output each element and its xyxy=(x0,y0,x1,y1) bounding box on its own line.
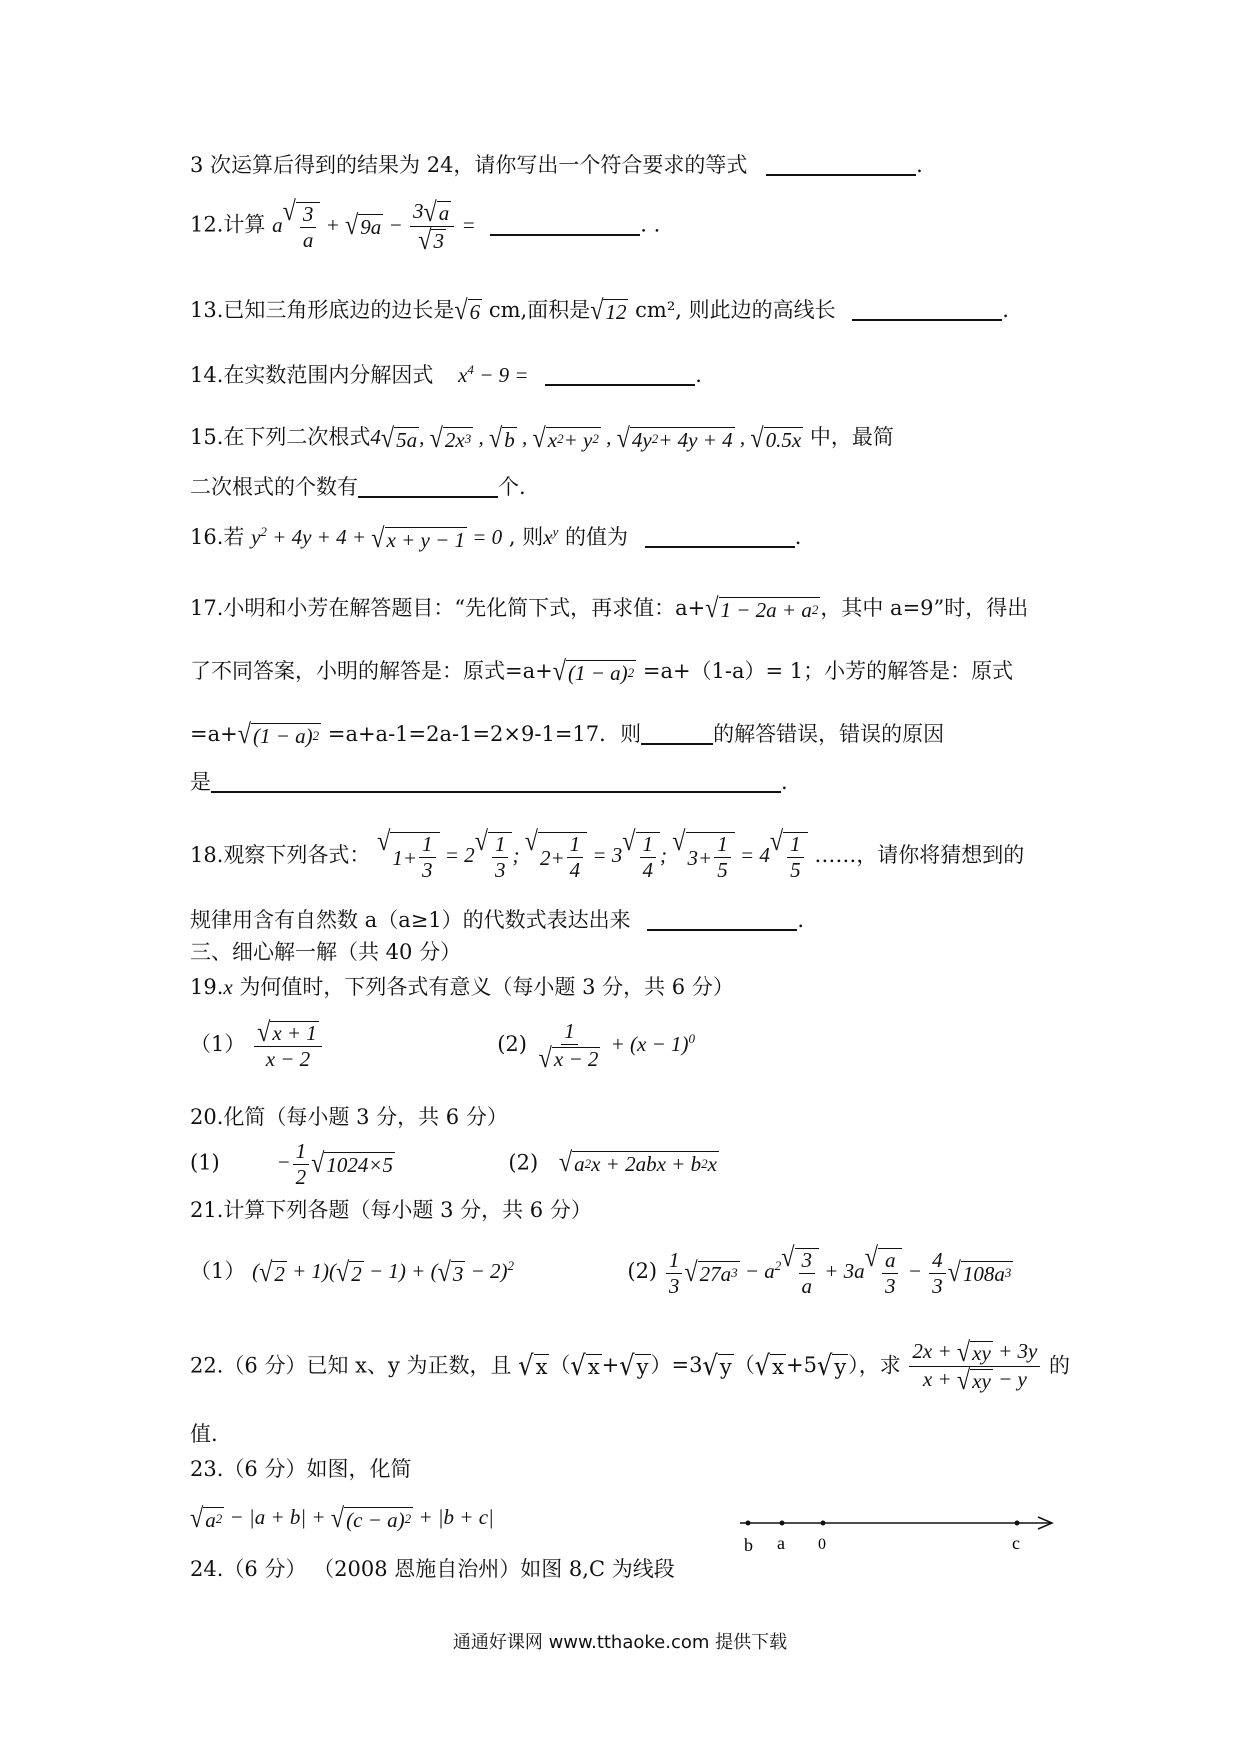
answer-blank xyxy=(490,213,640,236)
point-c xyxy=(1015,1521,1020,1526)
q23-line: 23.（6 分）如图，化简 xyxy=(190,1457,412,1481)
point-a xyxy=(780,1521,785,1526)
q16-line: 16.若 $y^2 + 4y + 4$ + √ x + y − 1 = 0 , 则$x^y$ 的值为 . xyxy=(190,522,802,554)
q17-line3: =a+ √ (1 − a) 2 =a+a-1=2a-1=2×9-1=17．则 的解答错误，错误的原因 xyxy=(190,718,945,750)
q11-line: 3 次运算后得到的结果为 24，请你写出一个符合要求的等式 . xyxy=(190,153,923,177)
q17-line1: 17.小明和小芳在解答题目：“先化简下式，再求值：a+ √ 1 − 2a + a 2 ，其中 a=9”时，得出 xyxy=(190,592,1029,624)
answer-blank xyxy=(211,770,781,793)
q18-line1: 18.观察下列各式： √ 1+ $\frac{1}{3}$ = 2 √ $\frac{1}{3}$ ; √ 2+ $\frac{1}{4}$ = 3 √ $\frac{1}{4}$ ; √ 3+ $\frac{1}{5}$ = 4 √ $\frac{1}{5}$ ……，请你将猜想到的 xyxy=(190,825,1025,883)
q21-parts: （1） ( √ 2 + 1)( √ 2 − 1) + ( √ 3 − 2)$^2$ (2) $\frac{1}{3}$ √ 27a 3 − $a^2$ √ $\frac{3}{a}$ + 3a √ $\frac{a}{3}$ − $\frac{4}{3}$ √ 108a 3 xyxy=(190,1241,1012,1299)
number-line xyxy=(720,1505,1070,1565)
q19-line: 19.x 为何值时，下列各式有意义（每小题 3 分，共 6 分） xyxy=(190,975,734,999)
q23-expression: √ a 2 − |a + b| + √ (c − a) 2 + |b + c| xyxy=(190,1502,494,1534)
label-a: a xyxy=(777,1533,785,1553)
math-expression: a √ $\frac{3}{a}$ + √ 9a − 3 √ a √ 3 = xyxy=(272,195,476,257)
answer-blank xyxy=(852,298,1002,321)
section-heading: 三、细心解一解（共 40 分） xyxy=(190,940,462,964)
q21-line: 21.计算下列各题（每小题 3 分，共 6 分） xyxy=(190,1198,592,1222)
label-b: b xyxy=(744,1535,753,1555)
answer-blank xyxy=(766,153,916,176)
q24-line: 24.（6 分） （2008 恩施自治州）如图 8,C 为线段 xyxy=(190,1557,675,1581)
label-c: c xyxy=(1012,1533,1020,1553)
q18-line2: 规律用含有自然数 a（a≥1）的代数式表达出来 . xyxy=(190,908,805,932)
page-footer: 通通好课网 www.tthaoke.com 提供下载 xyxy=(452,1632,788,1653)
answer-blank xyxy=(647,908,797,931)
q15-line2: 二次根式的个数有 个. xyxy=(190,475,526,499)
point-b xyxy=(746,1521,751,1526)
q17-line4: 是 . xyxy=(190,770,788,794)
answer-blank xyxy=(645,525,795,548)
q22-line2: 值. xyxy=(190,1422,218,1446)
q19-parts: （1） √ x + 1 x − 2 (2) 1 √ x − 2 + $(x - 1)^0$ xyxy=(190,1016,696,1075)
q20-parts: (1) − $\frac{1}{2}$ √ 1024×5 (2) √ a 2 x + 2abx + b 2 x xyxy=(190,1139,717,1190)
label-zero: 0 xyxy=(818,1536,826,1553)
answer-blank xyxy=(545,363,695,386)
q20-line: 20.化简（每小题 3 分，共 6 分） xyxy=(190,1105,508,1129)
answer-blank xyxy=(641,722,713,745)
q15-line: 15.在下列二次根式4 √ 5a , √ 2x 3 , √ b , √ x 2 + y 2 , √ 4y 2 + 4y + 4 , √ 0.5x 中，最简 xyxy=(190,422,894,454)
answer-blank xyxy=(358,475,498,498)
q12-line: 12.计算 a √ $\frac{3}{a}$ + √ 9a − 3 √ a √ 3 = . . xyxy=(190,195,661,257)
q22-line: 22.（6 分）已知 x、y 为正数，且 √ x （ √ x + √ y ）=3 √ y （ √ x +5 √ y ），求 2x + √ xy + 3y x + √ xy − y 的 xyxy=(190,1336,1071,1397)
q17-line2: 了不同答案，小明的解答是：原式=a+ √ (1 − a) 2 =a+（1-a）= 1；小芳的解答是：原式 xyxy=(190,655,1014,687)
q13-line: 13.已知三角形底边的边长是 √ 6 cm,面积是 √ 12 cm², 则此边的高线长 . xyxy=(190,294,1009,326)
point-zero xyxy=(821,1521,826,1526)
q14-line: 14.在实数范围内分解因式 $x^4 - 9$ = . xyxy=(190,362,702,387)
